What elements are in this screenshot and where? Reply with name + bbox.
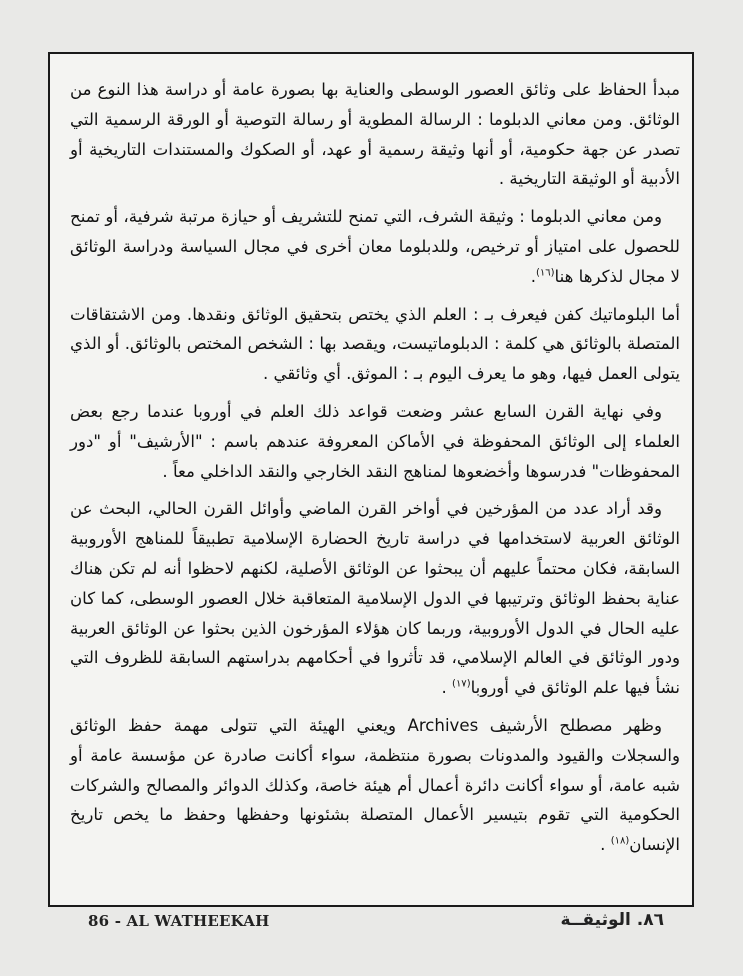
- article-body: [70, 75, 680, 868]
- paragraph-2-text: ومن معاني الدبلوما : وثيقة الشرف، التي تمنح للتشريف أو حيازة مرتبة شرفية، أو تمنح للحصول على امتياز أو ترخيص، وللدبلوما معان أخرى في مجال السياسة ودراسة الوثائق لا مجال لذكرها هنا: [70, 207, 680, 286]
- paragraph-2: ومن معاني الدبلوما : وثيقة الشرف، التي تمنح للتشريف أو حيازة مرتبة شرفية، أو تمنح للحصول على امتياز أو ترخيص، وللدبلوما معان أخرى في مجال السياسة ودراسة الوثائق لا مجال لذكرها هنا$^{(١٦)}$.: [70, 207, 680, 286]
- footnote-ref-16: (١٦): [535, 267, 555, 279]
- paragraph-4: [70, 397, 680, 486]
- paragraph-1-text: مبدأ الحفاظ على وثائق العصور الوسطى والعناية بها بصورة عامة أو دراسة هذا النوع من الوثائق. ومن معاني الدبلوما : الرسالة المطوية أو رسالة التوصية أو الورقة الرسمية التي تصدر عن جهة حكومية، أو أنها وثيقة رسمية أو عهد، أو الصكوك والمستندات التاريخية أو الأدبية أو الوثيقة التاريخية .: [70, 80, 680, 189]
- footnote-ref-18: (١٨): [610, 835, 630, 847]
- paragraph-5-text: وقد أراد عدد من المؤرخين في أواخر القرن الماضي وأوائل القرن الحالي، البحث عن الوثائق العربية لاستخدامها في دراسة تاريخ الحضارة الإسلامية تطبيقاً للمناهج الأوروبية السابقة، فكان محتماً عليهم أن يبحثوا عن الوثائق الأصلية، لكنهم لاحظوا أنه لم تكن هناك عناية بحفظ الوثائق وترتيبها في الدول الإسلامية المتعاقبة خلال العصور الوسطى، كما كان عليه الحال في الدول الأوروبية، وربما كان هؤلاء المؤرخون الذين بحثوا عن الوثائق العربية ودور الوثائق في العالم الإسلامي، قد تأثروا في أحكامهم بدراستهم السابقة للظروف التي نشأ فيها علم الوثائق في أوروبا: [70, 499, 680, 698]
- footer-page-label-latin: 86 - AL WATHEEKAH: [88, 912, 270, 930]
- paragraph-3: [70, 300, 680, 389]
- paragraph-6-text: وظهر مصطلح الأرشيف Archives ويعني الهيئة التي تتولى مهمة حفظ الوثائق والسجلات والقيود والمدونات بصورة منتظمة، سواء أكانت صادرة عن مؤسسة عامة أو شبه عامة، أو سواء أكانت دائرة أعمال أم هيئة خاصة، وكذلك الدوائر والمصالح والشركات الحكومية التي تقوم بتيسير الأعمال المتصلة بشئونها وحفظها وحفظ ما يخص تاريخ الإنسان: [70, 715, 680, 855]
- paragraph-3-text: أما البلوماتيك كفن فيعرف بـ : العلم الذي يختص بتحقيق الوثائق ونقدها. ومن الاشتقاقات المتصلة بالوثائق هي كلمة : الدبلوماتيست، ويقصد بها : الشخص المختص بالوثائق. أو الذي يتولى العمل فيها، وهو ما يعرف اليوم بـ : الموثق. أي وثائقي .: [70, 304, 680, 384]
- page-footer: [48, 912, 694, 934]
- paragraph-5: وقد أراد عدد من المؤرخين في أواخر القرن الماضي وأوائل القرن الحالي، البحث عن الوثائق العربية لاستخدامها في دراسة تاريخ الحضارة الإسلامية تطبيقاً للمناهج الأوروبية السابقة، فكان محتماً عليهم أن يبحثوا عن الوثائق الأصلية، لكنهم لاحظوا أنه لم تكن هناك عناية بحفظ الوثائق وترتيبها في الدول الإسلامية المتعاقبة خلال العصور الوسطى، كما كان عليه الحال في الدول الأوروبية، وربما كان هؤلاء المؤرخون الذين بحثوا عن الوثائق العربية ودور الوثائق في العالم الإسلامي، قد تأثروا في أحكامهم بدراستهم السابقة للظروف التي نشأ فيها علم الوثائق في أوروبا$^{(١٧)}$ .: [70, 499, 680, 698]
- footer-page-label-arabic: ٨٦. الوثيقــة: [560, 910, 664, 930]
- paragraph-1: [70, 75, 680, 194]
- footnote-ref-17: (١٧): [452, 678, 471, 690]
- paragraph-4-text: وفي نهاية القرن السابع عشر وضعت قواعد ذلك العلم في أوروبا عندما رجع بعض العلماء إلى الوثائق المحفوظة في الأماكن المعروفة عندهم باسم : "الأرشيف" أو "دور المحفوظات" فدرسوها وأخضعوها لمناهج النقد الخارجي والنقد الداخلي معاً .: [70, 401, 680, 481]
- paragraph-6: وظهر مصطلح الأرشيف Archives ويعني الهيئة التي تتولى مهمة حفظ الوثائق والسجلات والقيود والمدونات بصورة منتظمة، سواء أكانت صادرة عن مؤسسة عامة أو شبه عامة، أو سواء أكانت دائرة أعمال أم هيئة خاصة، وكذلك الدوائر والمصالح والشركات الحكومية التي تقوم بتيسير الأعمال المتصلة بشئونها وحفظها وحفظ ما يخص تاريخ الإنسان$^{(١٨)}$ .: [70, 715, 680, 855]
